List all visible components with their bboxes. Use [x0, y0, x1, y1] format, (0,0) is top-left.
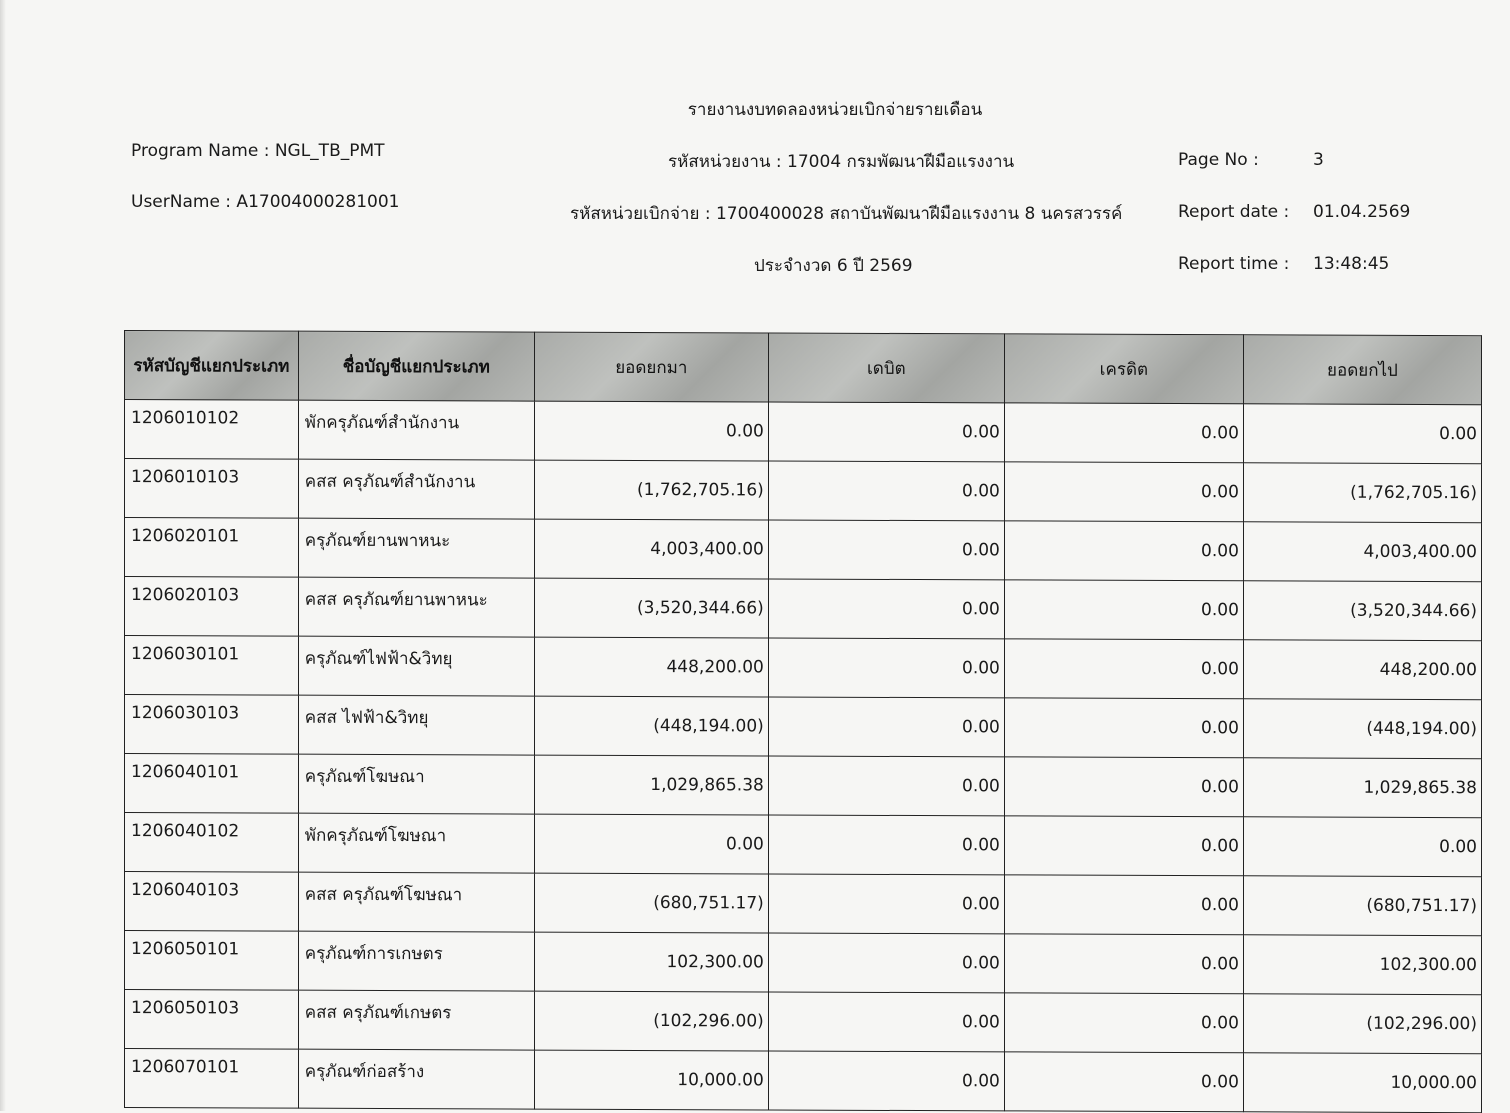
cell-account-name: คสส ครุภัณฑ์สำนักงาน: [298, 459, 534, 519]
cell-debit: 0.00: [768, 756, 1004, 816]
page-no-value: 3: [1313, 150, 1324, 170]
table-row: [125, 518, 1482, 582]
table-row: [125, 695, 1482, 759]
table-row: [125, 1049, 1482, 1113]
cell-carried-forward: 102,300.00: [1243, 935, 1481, 995]
cell-account-name: คสส ครุภัณฑ์เกษตร: [298, 990, 534, 1050]
table-row: [125, 636, 1482, 700]
cell-brought-forward: (448,194.00): [534, 696, 768, 756]
cell-account-code: 1206050103: [125, 990, 299, 1050]
cell-account-name: พักครุภัณฑ์โฆษณา: [298, 813, 534, 873]
report-title: รายงานงบทดลองหน่วยเบิกจ่ายรายเดือน: [687, 100, 983, 120]
cell-account-code: 1206030103: [125, 695, 299, 755]
cell-account-name: ครุภัณฑ์ยานพาหนะ: [298, 518, 534, 578]
cell-brought-forward: 102,300.00: [534, 932, 768, 992]
cell-carried-forward: 4,003,400.00: [1243, 522, 1481, 582]
table-row: [125, 459, 1482, 523]
program-name: Program Name : NGL_TB_PMT: [131, 141, 385, 161]
cell-account-code: 1206040101: [125, 754, 299, 814]
cell-carried-forward: 0.00: [1243, 817, 1481, 877]
header-credit: เครดิต: [1004, 334, 1243, 404]
cell-credit: 0.00: [1004, 757, 1243, 817]
header-debit: เดบิต: [768, 333, 1004, 403]
cell-brought-forward: (3,520,344.66): [534, 578, 768, 638]
table-row: [125, 813, 1482, 877]
period-line: ประจำงวด 6 ปี 2569: [754, 256, 913, 276]
cell-debit: 0.00: [768, 815, 1004, 875]
cell-credit: 0.00: [1004, 816, 1243, 876]
header-carried-forward: ยอดยกไป: [1243, 335, 1481, 405]
header-account-code: รหัสบัญชีแยกประเภท: [125, 331, 299, 401]
cell-account-name: พักครุภัณฑ์สำนักงาน: [298, 400, 534, 460]
cell-carried-forward: 1,029,865.38: [1243, 758, 1481, 818]
table-row: [125, 400, 1482, 464]
cell-brought-forward: 0.00: [534, 814, 768, 874]
cell-credit: 0.00: [1004, 639, 1243, 699]
cell-debit: 0.00: [768, 1051, 1004, 1111]
cell-account-name: ครุภัณฑ์การเกษตร: [298, 931, 534, 991]
cell-debit: 0.00: [768, 638, 1004, 698]
table-body: [125, 400, 1482, 1113]
cell-debit: 0.00: [768, 992, 1004, 1052]
page-no-label: Page No :: [1178, 150, 1259, 170]
report-time-label: Report time :: [1178, 254, 1290, 274]
cell-debit: 0.00: [768, 874, 1004, 934]
cell-carried-forward: (3,520,344.66): [1243, 581, 1481, 641]
user-name: UserName : A17004000281001: [131, 192, 400, 212]
cell-account-code: 1206050101: [125, 931, 299, 991]
agency-line: รหัสหน่วยงาน : 17004 กรมพัฒนาฝีมือแรงงาน: [668, 152, 1015, 172]
cell-credit: 0.00: [1004, 403, 1243, 463]
cell-account-name: คสส ครุภัณฑ์โฆษณา: [298, 872, 534, 932]
table-row: [125, 577, 1482, 641]
cell-debit: 0.00: [768, 933, 1004, 993]
table-header-row: [125, 331, 1482, 405]
cell-account-code: 1206010103: [125, 459, 299, 519]
header-account-name: ชื่อบัญชีแยกประเภท: [298, 331, 534, 401]
cell-credit: 0.00: [1004, 934, 1243, 994]
cell-brought-forward: (1,762,705.16): [534, 460, 768, 520]
cell-debit: 0.00: [768, 520, 1004, 580]
cell-brought-forward: 448,200.00: [534, 637, 768, 697]
report-date-value: 01.04.2569: [1313, 202, 1411, 222]
cell-debit: 0.00: [768, 579, 1004, 639]
cell-account-name: ครุภัณฑ์โฆษณา: [298, 754, 534, 814]
cell-carried-forward: 10,000.00: [1243, 1053, 1481, 1113]
cell-carried-forward: (680,751.17): [1243, 876, 1481, 936]
cell-brought-forward: (680,751.17): [534, 873, 768, 933]
cell-account-code: 1206030101: [125, 636, 299, 696]
page-edge-shadow: [0, 0, 6, 1111]
cell-credit: 0.00: [1004, 993, 1243, 1053]
cell-credit: 0.00: [1004, 875, 1243, 935]
cell-debit: 0.00: [768, 402, 1004, 462]
cell-account-name: ครุภัณฑ์ก่อสร้าง: [298, 1049, 534, 1109]
cell-account-name: คสส ไฟฟ้า&วิทยุ: [298, 695, 534, 755]
cell-carried-forward: 0.00: [1243, 404, 1481, 464]
cell-carried-forward: (1,762,705.16): [1243, 463, 1481, 523]
cell-account-code: 1206020103: [125, 577, 299, 637]
table-row: [125, 990, 1482, 1054]
cell-carried-forward: 448,200.00: [1243, 640, 1481, 700]
cell-credit: 0.00: [1004, 1052, 1243, 1112]
cell-account-code: 1206010102: [125, 400, 299, 460]
cell-brought-forward: 10,000.00: [534, 1050, 768, 1110]
cell-account-code: 1206020101: [125, 518, 299, 578]
cell-debit: 0.00: [768, 461, 1004, 521]
cell-account-name: คสส ครุภัณฑ์ยานพาหนะ: [298, 577, 534, 637]
header-brought-forward: ยอดยกมา: [534, 332, 768, 402]
table-row: [125, 931, 1482, 995]
cell-brought-forward: 4,003,400.00: [534, 519, 768, 579]
cell-carried-forward: (448,194.00): [1243, 699, 1481, 759]
disbursement-unit-line: รหัสหน่วยเบิกจ่าย : 1700400028 สถาบันพัฒนาฝีมือแรงงาน 8 นครสวรรค์: [570, 204, 1123, 224]
cell-brought-forward: 0.00: [534, 401, 768, 461]
cell-credit: 0.00: [1004, 521, 1243, 581]
trial-balance-table: [124, 330, 1482, 1113]
report-time-value: 13:48:45: [1313, 254, 1390, 274]
cell-account-name: ครุภัณฑ์ไฟฟ้า&วิทยุ: [298, 636, 534, 696]
report-date-label: Report date :: [1178, 202, 1290, 222]
table-row: [125, 754, 1482, 818]
cell-brought-forward: (102,296.00): [534, 991, 768, 1051]
cell-brought-forward: 1,029,865.38: [534, 755, 768, 815]
cell-credit: 0.00: [1004, 462, 1243, 522]
cell-carried-forward: (102,296.00): [1243, 994, 1481, 1054]
table-row: [125, 872, 1482, 936]
cell-credit: 0.00: [1004, 698, 1243, 758]
cell-debit: 0.00: [768, 697, 1004, 757]
cell-credit: 0.00: [1004, 580, 1243, 640]
cell-account-code: 1206040102: [125, 813, 299, 873]
cell-account-code: 1206070101: [125, 1049, 299, 1109]
cell-account-code: 1206040103: [125, 872, 299, 932]
